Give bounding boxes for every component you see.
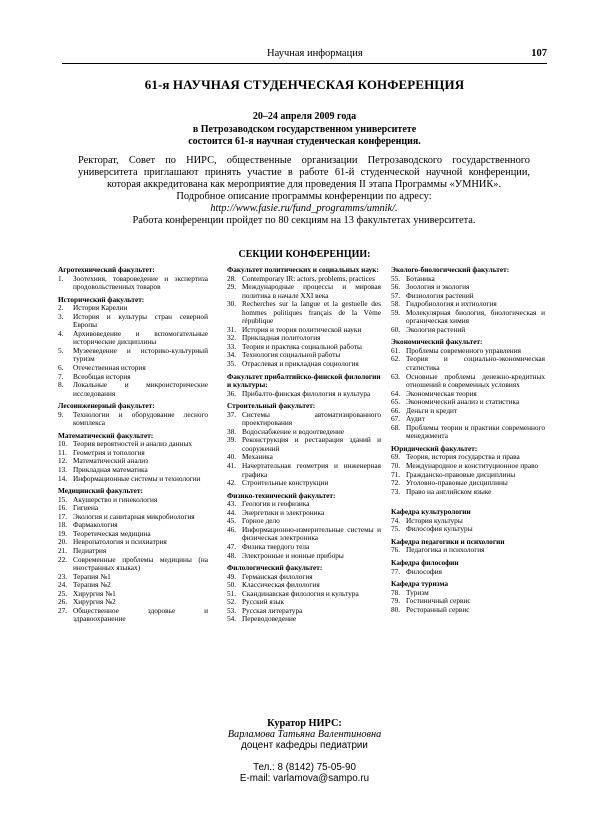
faculty-heading: Строительный факультет: xyxy=(227,401,316,411)
section-item xyxy=(391,525,545,534)
section-title: История Карелии xyxy=(73,303,128,313)
section-number: 17. xyxy=(58,511,68,521)
section-item xyxy=(391,424,545,441)
section-title: Экология растений xyxy=(406,324,466,334)
section-item xyxy=(391,326,545,335)
section-title: Contemporary IR: actors, problems, practices xyxy=(242,273,375,283)
section-title: Физиология растений xyxy=(406,290,474,300)
section-number: 74. xyxy=(391,515,401,525)
section-title: Гражданско-правовые дисциплины xyxy=(406,469,516,479)
section-number: 65. xyxy=(391,397,401,407)
section-number: 39. xyxy=(227,435,237,445)
dates-line: в Петрозаводском государственном университете xyxy=(192,123,417,135)
section-title: Акушерство и гинекология xyxy=(73,494,158,504)
section-item xyxy=(58,607,208,624)
section-title: Recherches sur la langue et la gestuelle des hommes politiques français de la Vème république xyxy=(242,299,381,326)
curator-block xyxy=(0,718,609,784)
section-title: Теория, история государства и права xyxy=(406,452,520,462)
section-title: Электронные и ионные приборы xyxy=(242,550,344,560)
section-title: Технология социальной работы xyxy=(242,350,341,360)
section-item xyxy=(58,475,208,484)
section-title: Фармакология xyxy=(73,520,118,530)
section-number: 24. xyxy=(58,580,68,590)
faculty-heading: Кафедра философии xyxy=(391,557,459,567)
section-number: 38. xyxy=(227,426,237,436)
section-number: 73. xyxy=(391,486,401,496)
section-title: Системы автоматизированного проектирования xyxy=(242,409,381,428)
section-number: 42. xyxy=(227,478,237,488)
section-title: Деньги и кредит xyxy=(406,405,458,415)
section-number: 52. xyxy=(227,597,237,607)
header-rule xyxy=(62,63,547,64)
section-number: 55. xyxy=(391,273,401,283)
section-title: Математический анализ xyxy=(73,456,149,466)
section-title: Хирургия №2 xyxy=(73,597,116,607)
section-number: 34. xyxy=(227,350,237,360)
section-title: Отраслевая и прикладная социология xyxy=(242,359,359,369)
section-title: Информационно-измерительные системы и физическая электроника xyxy=(242,524,381,543)
section-title: Прикладная политология xyxy=(242,333,321,343)
section-number: 6. xyxy=(58,363,64,373)
section-number: 20. xyxy=(58,537,68,547)
faculty-heading: Физико-технический факультет: xyxy=(227,490,336,500)
section-title: Строительные конструкции xyxy=(242,478,329,488)
section-title: Терапия №1 xyxy=(73,571,111,581)
section-number: 48. xyxy=(227,550,237,560)
intro-program-note: Подробное описание программы конференции по адресу: xyxy=(176,190,432,202)
section-number: 31. xyxy=(227,324,237,334)
section-title: Теория и практика социальной работы xyxy=(242,341,362,351)
section-title: История и теория политической науки xyxy=(242,324,362,334)
section-number: 4. xyxy=(58,328,64,338)
section-title: Хирургия №1 xyxy=(73,588,116,598)
section-item xyxy=(227,479,381,488)
section-number: 54. xyxy=(227,614,237,624)
section-number: 40. xyxy=(227,452,237,462)
section-number: 68. xyxy=(391,422,401,432)
section-title: Классическая филология xyxy=(242,580,320,590)
faculty-heading: Математический факультет: xyxy=(58,430,154,440)
section-title: Гигиена xyxy=(73,503,99,513)
section-title: Экономическая теория xyxy=(406,388,477,398)
section-item xyxy=(227,283,381,300)
section-number: 37. xyxy=(227,409,237,419)
section-number: 76. xyxy=(391,545,401,555)
section-title: Русская литература xyxy=(242,605,303,615)
section-item xyxy=(227,615,381,624)
curator-position: доцент кафедры педиатрии xyxy=(241,740,368,752)
curator-title: Куратор НИРС: xyxy=(267,718,342,729)
section-number: 53. xyxy=(227,605,237,615)
curator-email[interactable]: E-mail: varlamova@sampo.ru xyxy=(239,772,370,784)
section-title: Экология и санитарная микробиология xyxy=(73,511,195,521)
page-number: 107 xyxy=(531,48,547,59)
section-title: История культуры xyxy=(406,515,463,525)
section-item xyxy=(227,411,381,428)
section-title: Аудит xyxy=(406,414,425,424)
section-number: 13. xyxy=(58,465,68,475)
section-title: Педиатрия xyxy=(73,545,107,555)
faculty-heading: Эколого-биологический факультет: xyxy=(391,265,510,274)
section-number: 67. xyxy=(391,414,401,424)
faculty-heading: Кафедра туризма xyxy=(391,579,449,589)
section-number: 44. xyxy=(227,507,237,517)
section-number: 69. xyxy=(391,452,401,462)
dates-line: состоится 61-я научная студенческая конференция. xyxy=(188,136,421,147)
faculty-heading: Факультет прибалтийско-финской филологии и культуры: xyxy=(227,371,381,390)
section-title: Терапия №2 xyxy=(73,580,111,590)
section-item xyxy=(58,411,208,428)
section-title: Зоология и экология xyxy=(406,282,470,292)
section-title: Международные процессы и мировая политика в начале XXI века xyxy=(242,282,381,300)
section-title: Проблемы теории и практики современного менеджмента xyxy=(406,422,545,441)
section-number: 63. xyxy=(391,371,401,381)
section-number: 41. xyxy=(227,461,237,471)
faculty-heading: Лесоинженерный факультет: xyxy=(58,401,155,411)
section-title: Молекулярная биология, биологическая и органическая химия xyxy=(406,307,545,326)
section-title: Реконструкция и реставрация зданий и сооружений xyxy=(242,435,381,453)
section-number: 12. xyxy=(58,456,68,466)
section-title: Физика твердого тела xyxy=(242,541,310,551)
section-number: 43. xyxy=(227,499,237,509)
section-title: Зоотехния, товароведение и экспертиза продовольственных товаров xyxy=(73,273,208,292)
conference-dates xyxy=(0,111,609,149)
intro-text xyxy=(78,155,530,226)
section-number: 49. xyxy=(227,571,237,581)
section-item xyxy=(391,546,545,555)
section-number: 77. xyxy=(391,566,401,576)
section-number: 45. xyxy=(227,516,237,526)
curator-phone: Тел.: 8 (8142) 75-05-90 xyxy=(253,761,356,773)
section-title: Общественное здоровье и здравоохранение xyxy=(73,605,208,624)
section-item xyxy=(58,381,208,398)
section-item xyxy=(227,300,381,326)
faculty-heading: Экономический факультет: xyxy=(391,337,483,347)
section-title: Горное дело xyxy=(242,516,280,526)
section-item xyxy=(227,462,381,479)
section-number: 46. xyxy=(227,524,237,534)
section-title: Прибалто-финская филология и культура xyxy=(242,388,371,398)
section-number: 33. xyxy=(227,341,237,351)
section-number: 26. xyxy=(58,597,68,607)
section-item xyxy=(391,606,545,615)
section-title: Музееведение и историко-культурный туризм xyxy=(73,345,208,364)
section-number: 10. xyxy=(58,439,68,449)
sections-column-3 xyxy=(391,266,545,614)
section-item xyxy=(391,355,545,372)
section-item xyxy=(58,275,208,292)
section-number: 56. xyxy=(391,282,401,292)
section-number: 61. xyxy=(391,345,401,355)
section-number: 16. xyxy=(58,503,68,513)
section-item xyxy=(227,390,381,399)
section-title: Туризм xyxy=(406,587,429,597)
faculty-heading: Кафедра культурологии xyxy=(391,507,471,517)
section-item xyxy=(391,568,545,577)
section-item xyxy=(58,330,208,347)
section-number: 79. xyxy=(391,596,401,606)
section-number: 25. xyxy=(58,588,68,598)
sections-column-2 xyxy=(227,266,381,624)
section-number: 64. xyxy=(391,388,401,398)
section-title: Гостиничный сервис xyxy=(406,596,471,606)
section-number: 72. xyxy=(391,478,401,488)
section-title: Начертательная геометрия и инженерная графика xyxy=(242,461,381,479)
faculty-heading: Филологический факультет: xyxy=(227,563,323,573)
section-title: Водоснабжение и водоотведение xyxy=(242,426,345,436)
section-title: Невропатология и психиатрия xyxy=(73,537,167,547)
section-title: Геометрия и топология xyxy=(73,447,145,457)
intro-sections-note: Работа конференции пройдет по 80 секциям на 13 факультетах университета. xyxy=(132,214,476,226)
section-title: Русский язык xyxy=(242,597,285,607)
curator-name: Варламова Татьяна Валентиновна xyxy=(227,729,382,741)
sections-column-1 xyxy=(58,266,208,624)
program-url-link[interactable]: http://www.fasie.ru/fund_programms/umnik/. xyxy=(210,202,398,214)
section-number: 30. xyxy=(227,299,237,309)
section-title: Германская филология xyxy=(242,571,313,581)
section-number: 5. xyxy=(58,345,64,355)
faculty-heading: Кафедра педагогики и психологии xyxy=(391,536,505,546)
section-title: Экономический анализ и статистика xyxy=(406,397,520,407)
section-title: Теория вероятностей и анализ данных xyxy=(73,439,193,449)
section-number: 78. xyxy=(391,587,401,597)
section-number: 14. xyxy=(58,473,68,483)
faculty-heading: Факультет политических и социальных наук: xyxy=(227,265,379,274)
section-item xyxy=(227,526,381,543)
section-title: Проблемы современного управления xyxy=(406,345,521,355)
faculty-heading: Юридический факультет: xyxy=(391,443,478,453)
section-title: Механика xyxy=(242,452,273,462)
section-number: 60. xyxy=(391,324,401,334)
section-number: 71. xyxy=(391,469,401,479)
section-number: 9. xyxy=(58,409,64,419)
section-title: Педагогика и психология xyxy=(406,545,485,555)
section-title: Технологии и оборудование лесного комплекса xyxy=(73,409,208,428)
section-title: Международное и конституционное право xyxy=(406,461,539,471)
running-header-title: Научная информация xyxy=(267,48,363,59)
section-number: 27. xyxy=(58,605,68,615)
section-title: Уголовно-правовые дисциплины xyxy=(406,478,508,488)
section-item xyxy=(227,360,381,369)
section-title: Геология и геофизика xyxy=(242,499,310,509)
section-number: 80. xyxy=(391,604,401,614)
section-item xyxy=(391,373,545,390)
dates-line: 20–24 апреля 2009 года xyxy=(252,111,357,122)
section-title: Скандинавская филология и культура xyxy=(242,588,359,598)
section-number: 47. xyxy=(227,541,237,551)
section-number: 1. xyxy=(58,273,64,283)
section-title: Философия xyxy=(406,566,443,576)
section-number: 23. xyxy=(58,571,68,581)
section-number: 58. xyxy=(391,299,401,309)
section-number: 3. xyxy=(58,311,64,321)
section-title: Ботаника xyxy=(406,273,435,283)
faculty-heading: Медицинский факультет: xyxy=(58,486,143,496)
section-number: 35. xyxy=(227,359,237,369)
section-number: 28. xyxy=(227,273,237,283)
section-number: 18. xyxy=(58,520,68,530)
section-title: Всеобщая история xyxy=(73,371,131,381)
section-title: Переводоведение xyxy=(242,614,297,624)
section-number: 62. xyxy=(391,354,401,364)
section-title: Отечественная история xyxy=(73,363,146,373)
section-number: 7. xyxy=(58,371,64,381)
faculty-heading: Исторический факультет: xyxy=(58,294,145,304)
section-item xyxy=(58,347,208,364)
section-number: 22. xyxy=(58,554,68,564)
section-number: 36. xyxy=(227,388,237,398)
section-number: 21. xyxy=(58,545,68,555)
section-title: Локальные и микроисторические исследования xyxy=(73,380,208,398)
section-item xyxy=(58,313,208,330)
section-number: 51. xyxy=(227,588,237,598)
section-number: 8. xyxy=(58,380,64,390)
section-title: Архивоведение и вспомогательные исторические дисциплины xyxy=(73,328,208,347)
section-number: 19. xyxy=(58,528,68,538)
section-title: Энергетики и электроника xyxy=(242,507,325,517)
section-number: 50. xyxy=(227,580,237,590)
section-number: 66. xyxy=(391,405,401,415)
section-title: Теория и социально-экономическая статистика xyxy=(406,354,545,373)
section-title: Философия культуры xyxy=(406,524,473,534)
section-item xyxy=(391,309,545,326)
section-title: Право на английском языке xyxy=(406,486,492,496)
running-header xyxy=(62,48,547,62)
section-title: Ресторанный сервис xyxy=(406,604,470,614)
section-number: 32. xyxy=(227,333,237,343)
intro-paragraph: Ректорат, Совет по НИРС, общественные организации Петрозаводского государственного университета приглашают принять участие в работе 61-й студенческой научной конференции, которая аккредитована как мероприятие для проведения II этапа Программы «УМНИК». xyxy=(78,155,530,190)
sections-heading: СЕКЦИИ КОНФЕРЕНЦИИ: xyxy=(238,249,371,260)
section-title: Теоретическая медицина xyxy=(73,528,151,538)
section-title: Современные проблемы медицины (на иностранных языках) xyxy=(73,554,208,573)
section-title: Гидробиология и ихтиология xyxy=(406,299,497,309)
section-item xyxy=(391,488,545,497)
section-title: Основные проблемы денежно-кредитных отношений в современных условиях xyxy=(406,371,545,390)
section-item xyxy=(227,436,381,453)
section-title: История и культуры стран северной Европы xyxy=(73,311,208,330)
section-number: 57. xyxy=(391,290,401,300)
section-number: 29. xyxy=(227,282,237,292)
page-title: 61-я НАУЧНАЯ СТУДЕНЧЕСКАЯ КОНФЕРЕНЦИЯ xyxy=(144,77,465,92)
section-number: 2. xyxy=(58,303,64,313)
section-number: 70. xyxy=(391,461,401,471)
section-number: 59. xyxy=(391,307,401,317)
section-number: 11. xyxy=(58,447,67,457)
section-title: Информационные системы и технологии xyxy=(73,473,201,483)
section-item xyxy=(58,556,208,573)
section-item xyxy=(227,552,381,561)
section-number: 75. xyxy=(391,524,401,534)
section-title: Прикладная математика xyxy=(73,465,148,475)
section-number: 15. xyxy=(58,494,68,504)
faculty-heading: Агротехнический факультет: xyxy=(58,265,155,274)
